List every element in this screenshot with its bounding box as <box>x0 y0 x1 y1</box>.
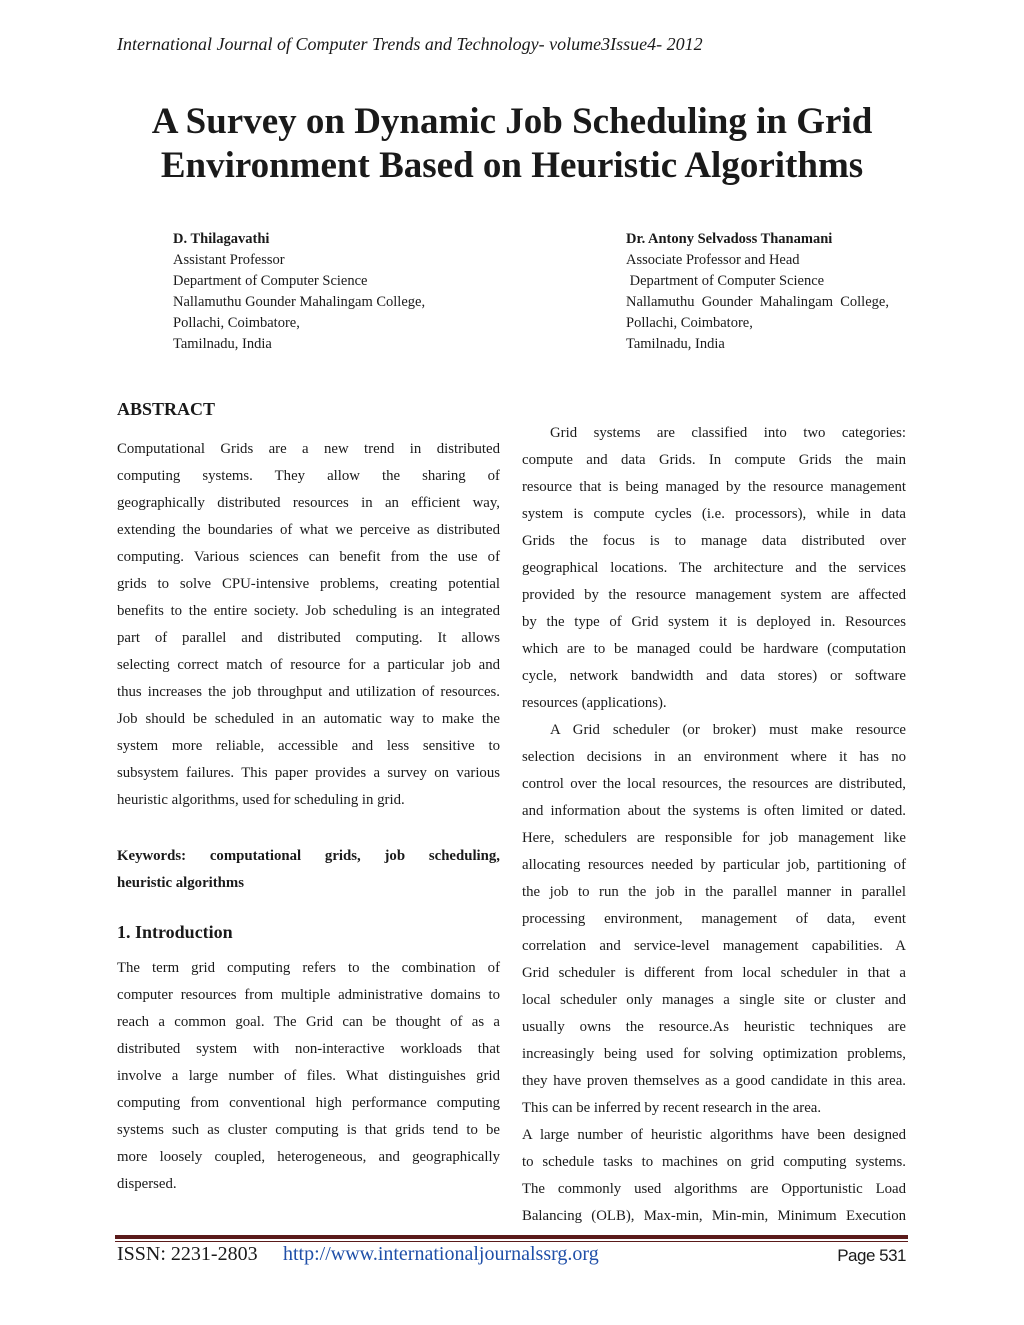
journal-header: International Journal of Computer Trends and Technology- volume3Issue4- 2012 <box>117 34 703 54</box>
text-line: geographical locations. The architecture and the services <box>522 560 906 576</box>
text-line: and information about the systems is often limited or dated. <box>522 803 906 819</box>
abstract-heading: ABSTRACT <box>117 399 216 419</box>
author-2 <box>626 229 889 355</box>
text-line: to schedule tasks to machines on grid computing systems. <box>522 1154 906 1170</box>
author-line: Department of Computer Science <box>626 273 825 289</box>
text-line: Grid scheduler is different from local scheduler in that a <box>522 965 906 981</box>
text-line: grids to solve CPU-intensive problems, creating potential <box>117 576 500 592</box>
text-line: increasingly being used for solving optimization problems, <box>522 1046 906 1062</box>
text-line: which are to be managed could be hardware (computation <box>522 641 906 657</box>
text-line: system more reliable, accessible and less sensitive to <box>117 738 500 754</box>
text-line: the job to run the job in the parallel manner in parallel <box>522 884 906 900</box>
text-line: part of parallel and distributed computing. It allows <box>117 630 500 646</box>
title-line: Environment Based on Heuristic Algorithms <box>160 145 864 186</box>
text-line: allocating resources needed by particular job, partitioning of <box>522 857 906 873</box>
paper-title <box>0 100 1024 188</box>
text-line: thus increases the job throughput and utilization of resources. <box>117 684 500 700</box>
author-1 <box>173 229 425 355</box>
text-line: computing systems. They allow the sharing of <box>117 468 500 484</box>
issn: ISSN: 2231-2803 <box>117 1243 258 1265</box>
text-line: computer resources from multiple administrative domains to <box>117 987 500 1003</box>
text-line: Here, schedulers are responsible for job management like <box>522 830 906 846</box>
text-line: processing environment, management of data, event <box>522 911 906 927</box>
text-line: they have proven themselves as a good candidate in this area. <box>522 1073 906 1089</box>
text-line: Balancing (OLB), Max-min, Min-min, Minimum Execution <box>522 1208 906 1224</box>
text-line: heuristic algorithms, used for scheduling in grid. <box>117 792 405 808</box>
text-line: compute and data Grids. In compute Grids the main <box>522 452 906 468</box>
text-line: reach a common goal. The Grid can be thought of as a <box>117 1014 500 1030</box>
text-line: cycle, network bandwidth and data stores) or software <box>522 668 906 684</box>
author-line: Tamilnadu, India <box>626 336 725 352</box>
author-line: Pollachi, Coimbatore, <box>173 315 300 331</box>
text-line: geographically distributed resources in an efficient way, <box>117 495 500 511</box>
author-name: Dr. Antony Selvadoss Thanamani <box>626 231 833 247</box>
keywords-line: heuristic algorithms <box>117 875 244 891</box>
text-line: by the type of Grid system it is deployed in. Resources <box>522 614 906 630</box>
text-line: local scheduler only manages a single site or cluster and <box>522 992 906 1008</box>
text-line: computing from conventional high performance computing <box>117 1095 500 1111</box>
text-line: selecting correct match of resource for a particular job and <box>117 657 500 673</box>
author-line: Pollachi, Coimbatore, <box>626 315 753 331</box>
author-line: Nallamuthu Gounder Mahalingam College, <box>626 294 889 310</box>
text-line: computing. Various sciences can benefit from the use of <box>117 549 500 565</box>
text-line: system is compute cycles (i.e. processors), while in data <box>522 506 906 522</box>
author-line: Nallamuthu Gounder Mahalingam College, <box>173 294 426 310</box>
text-line: extending the boundaries of what we perceive as distributed <box>117 522 500 538</box>
text-line: The term grid computing refers to the combination of <box>117 960 500 976</box>
author-name: D. Thilagavathi <box>173 231 270 247</box>
journal-link[interactable]: http://www.internationaljournalssrg.org <box>283 1243 599 1265</box>
text-line: dispersed. <box>117 1176 177 1192</box>
text-line: correlation and service-level management capabilities. A <box>522 938 906 954</box>
text-line: Grids the focus is to manage data distributed over <box>522 533 906 549</box>
author-line: Tamilnadu, India <box>173 336 272 352</box>
text-line: A Grid scheduler (or broker) must make resource <box>550 722 906 738</box>
text-line: This can be inferred by recent research in the area. <box>522 1100 822 1116</box>
text-line: resources (applications). <box>522 695 667 711</box>
text-line: systems such as cluster computing is that grids tend to be <box>117 1122 500 1138</box>
text-line: Computational Grids are a new trend in distributed <box>117 441 500 457</box>
text-line: resource that is being managed by the resource management <box>522 479 906 495</box>
text-line: provided by the resource management system are affected <box>522 587 906 603</box>
text-line: subsystem failures. This paper provides a survey on various <box>117 765 500 781</box>
text-line: involve a large number of files. What distinguishes grid <box>117 1068 500 1084</box>
text-line: usually owns the resource.As heuristic techniques are <box>522 1019 906 1035</box>
text-line: Grid systems are classified into two categories: <box>550 425 906 441</box>
text-line: control over the local resources, the resources are distributed, <box>522 776 906 792</box>
text-line: benefits to the entire society. Job scheduling is an integrated <box>117 603 500 619</box>
keywords-line: Keywords: computational grids, job scheduling, <box>117 848 500 864</box>
footer-rule-thin <box>115 1241 908 1242</box>
introduction-heading: 1. Introduction <box>117 922 233 942</box>
title-line: A Survey on Dynamic Job Scheduling in Grid <box>151 101 873 142</box>
page-number: Page 531 <box>837 1246 906 1265</box>
text-line: Job should be scheduled in an automatic way to make the <box>117 711 500 727</box>
author-line: Assistant Professor <box>173 252 285 268</box>
text-line: more loosely coupled, heterogeneous, and geographically <box>117 1149 500 1165</box>
footer-rule <box>115 1235 908 1239</box>
text-line: selection decisions in an environment where it has no <box>522 749 906 765</box>
text-line: distributed system with non-interactive workloads that <box>117 1041 500 1057</box>
text-line: The commonly used algorithms are Opportunistic Load <box>522 1181 906 1197</box>
text-line: A large number of heuristic algorithms have been designed <box>522 1127 906 1143</box>
author-line: Associate Professor and Head <box>626 252 800 268</box>
author-line: Department of Computer Science <box>173 273 368 289</box>
